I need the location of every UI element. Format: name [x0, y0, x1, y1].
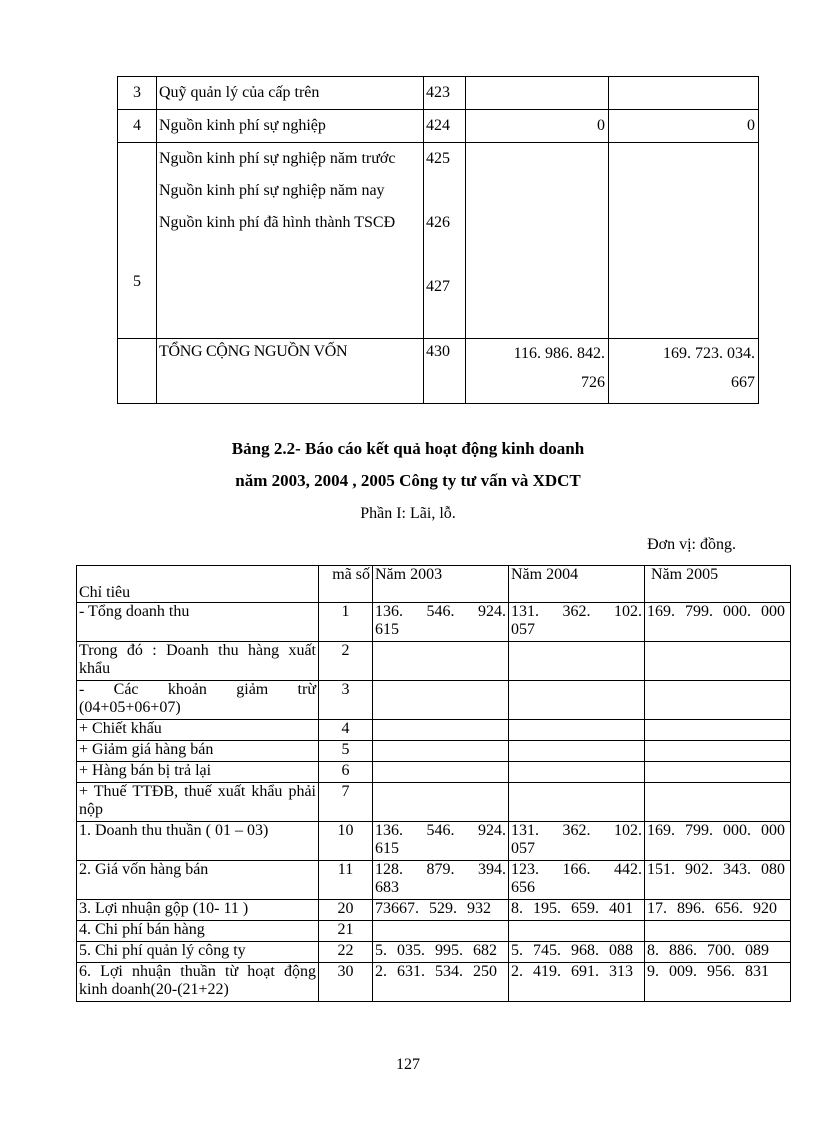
header-ma-so: mã số: [319, 566, 373, 603]
value-2004: [509, 642, 645, 681]
row-name: Nguồn kinh phí sự nghiệp năm trước: [159, 150, 396, 167]
row-code: 5: [319, 741, 373, 762]
row-name: + Hàng bán bị trả lại: [77, 762, 319, 783]
row-name: Trong đó : Doanh thu hàng xuất khẩu: [77, 642, 319, 681]
row-value-2: 0: [609, 110, 759, 143]
value-2004: [509, 720, 645, 741]
table-row-total: [118, 339, 759, 404]
row-code: 424: [424, 110, 466, 143]
value-2005: 169. 799. 000. 000: [645, 603, 791, 642]
row-code: 11: [319, 861, 373, 900]
row-code: 6: [319, 762, 373, 783]
header-chi-tieu: Chỉ tiêu: [77, 566, 319, 603]
value-2003: 2. 631. 534. 250: [373, 963, 509, 1002]
income-statement-table: [76, 565, 791, 1002]
row-name: + Giảm giá hàng bán: [77, 741, 319, 762]
value-2004: 2. 419. 691. 313: [509, 963, 645, 1002]
value-2004: [509, 762, 645, 783]
table-row: [77, 681, 791, 720]
row-name: 1. Doanh thu thuần ( 01 – 03): [77, 822, 319, 861]
value-2005: 9. 009. 956. 831: [645, 963, 791, 1002]
total-value-1-line1: 116. 986. 842.: [513, 345, 605, 362]
row-code: 2: [319, 642, 373, 681]
row-name: 6. Lợi nhuận thuần từ hoạt động kinh doanh(20-(21+22): [77, 963, 319, 1002]
total-name-cell: [157, 339, 424, 404]
value-2005: [645, 783, 791, 822]
value-2004: [509, 783, 645, 822]
table-row: [77, 861, 791, 900]
total-value-1: [466, 339, 609, 404]
value-2003: 136. 546. 924. 615: [373, 822, 509, 861]
value-2003: [373, 762, 509, 783]
table-row: [77, 822, 791, 861]
row-name: 4. Chi phí bán hàng: [77, 921, 319, 942]
table-row: [77, 741, 791, 762]
value-2003: 136. 546. 924. 615: [373, 603, 509, 642]
table-row: [118, 110, 759, 143]
row-name: Nguồn kinh phí sự nghiệp: [157, 110, 424, 143]
table-header-row: [77, 566, 791, 603]
value-2005: 151. 902. 343. 080: [645, 861, 791, 900]
table-row: [118, 77, 759, 110]
row-name: Quỹ quản lý của cấp trên: [157, 77, 424, 110]
table-row: [77, 963, 791, 1002]
row-value-1: [466, 143, 609, 339]
row-stt: 5: [118, 143, 157, 339]
value-2005: 169. 799. 000. 000: [645, 822, 791, 861]
row-value-2: [609, 143, 759, 339]
total-value-2-line2: 667: [731, 374, 755, 391]
value-2004: 131. 362. 102. 057: [509, 822, 645, 861]
row-name: Nguồn kinh phí đã hình thành TSCĐ: [159, 214, 396, 231]
row-name: 3. Lợi nhuận gộp (10- 11 ): [77, 900, 319, 921]
row-code: 22: [319, 942, 373, 963]
value-2003: 128. 879. 394. 683: [373, 861, 509, 900]
row-value-2: [609, 77, 759, 110]
row-code: 10: [319, 822, 373, 861]
value-2005: [645, 681, 791, 720]
row-code: 430: [424, 339, 466, 404]
table-row: [77, 942, 791, 963]
table-row: [77, 720, 791, 741]
value-2005: 17. 896. 656. 920: [645, 900, 791, 921]
row-name: + Thuế TTĐB, thuế xuất khẩu phải nộp: [77, 783, 319, 822]
row-value-1: 0: [466, 110, 609, 143]
row-code: 7: [319, 783, 373, 822]
value-2003: [373, 681, 509, 720]
value-2003: [373, 741, 509, 762]
value-2003: [373, 783, 509, 822]
value-2005: 8. 886. 700. 089: [645, 942, 791, 963]
row-code: 21: [319, 921, 373, 942]
row-code: 3: [319, 681, 373, 720]
row-code: 20: [319, 900, 373, 921]
row-name: - Các khoản giảm trừ (04+05+06+07): [77, 681, 319, 720]
header-2003: Năm 2003: [373, 566, 509, 603]
total-value-2-line1: 169. 723. 034.: [663, 345, 755, 362]
value-2005: [645, 642, 791, 681]
row-code: 426: [426, 214, 450, 231]
row-code: 427: [426, 278, 450, 295]
row-name: 2. Giá vốn hàng bán: [77, 861, 319, 900]
row-code: 423: [424, 77, 466, 110]
value-2003: [373, 720, 509, 741]
row-code: 1: [319, 603, 373, 642]
header-2005: Năm 2005: [645, 566, 791, 603]
row-stt: 4: [118, 110, 157, 143]
table-row: [77, 783, 791, 822]
row-code: 4: [319, 720, 373, 741]
table-row: [77, 603, 791, 642]
value-2003: 73667. 529. 932: [373, 900, 509, 921]
value-2003: 5. 035. 995. 682: [373, 942, 509, 963]
row-code: 425: [426, 150, 450, 167]
row-name: Nguồn kinh phí sự nghiệp năm nay: [159, 182, 385, 199]
income-statement-body: [77, 603, 791, 1002]
value-2005: [645, 720, 791, 741]
total-label: TỔNG CỘNG NGUỒN VỐN: [159, 343, 348, 360]
row-name: 5. Chi phí quản lý công ty: [77, 942, 319, 963]
table-row: [77, 921, 791, 942]
header-2004: Năm 2004: [509, 566, 645, 603]
row-name: + Chiết khấu: [77, 720, 319, 741]
value-2004: 123. 166. 442. 656: [509, 861, 645, 900]
value-2004: [509, 741, 645, 762]
value-2004: 5. 745. 968. 088: [509, 942, 645, 963]
value-2004: 131. 362. 102. 057: [509, 603, 645, 642]
table-title-line2: năm 2003, 2004 , 2005 Công ty tư vấn và XDCT: [235, 471, 581, 490]
value-2004: [509, 921, 645, 942]
value-2004: [509, 681, 645, 720]
table-row: [77, 762, 791, 783]
row-value-1: [466, 77, 609, 110]
table-row: [77, 642, 791, 681]
row-name: - Tổng doanh thu: [77, 603, 319, 642]
row-stt: [118, 339, 157, 404]
value-2005: [645, 921, 791, 942]
row-stt: 3: [118, 77, 157, 110]
page-number: 127: [396, 1056, 420, 1073]
value-2005: [645, 762, 791, 783]
value-2005: [645, 741, 791, 762]
table-row: [118, 143, 759, 339]
total-value-2: [609, 339, 759, 404]
row-code-group: [424, 143, 466, 339]
value-2003: [373, 642, 509, 681]
row-name-group: [157, 143, 424, 339]
table-title-line1: Bảng 2.2- Báo cáo kết quả hoạt động kinh doanh: [231, 439, 585, 458]
balance-sheet-continuation-table: [117, 76, 759, 404]
unit-label: Đơn vị: đồng.: [647, 536, 736, 553]
value-2004: 8. 195. 659. 401: [509, 900, 645, 921]
section-title: Phần I: Lãi, lỗ.: [360, 505, 456, 522]
table-row: [77, 900, 791, 921]
total-value-1-line2: 726: [581, 374, 605, 391]
row-code: 30: [319, 963, 373, 1002]
value-2003: [373, 921, 509, 942]
